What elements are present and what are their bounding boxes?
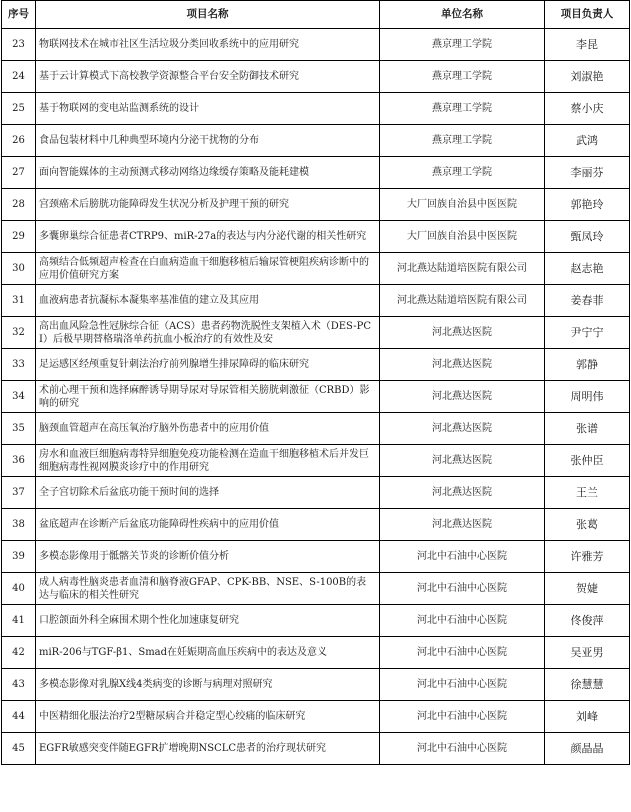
row-number: 27 xyxy=(2,157,36,189)
table-row xyxy=(2,93,630,125)
project-table xyxy=(1,0,630,765)
unit-name: 燕京理工学院 xyxy=(380,61,545,93)
project-name: 宫颈癌术后膀胱功能障碍发生状况分析及护理干预的研究 xyxy=(36,189,380,221)
row-number: 33 xyxy=(2,349,36,381)
project-lead: 甄凤玲 xyxy=(545,221,630,253)
row-number: 44 xyxy=(2,701,36,733)
row-number: 41 xyxy=(2,605,36,637)
project-lead: 李昆 xyxy=(545,29,630,61)
unit-name: 河北中石油中心医院 xyxy=(380,637,545,669)
unit-name: 河北中石油中心医院 xyxy=(380,541,545,573)
project-name: EGFR敏感突变伴随EGFR扩增晚期NSCLC患者的治疗现状研究 xyxy=(36,733,380,765)
row-number: 32 xyxy=(2,317,36,349)
unit-name: 河北燕达医院 xyxy=(380,445,545,477)
unit-name: 燕京理工学院 xyxy=(380,93,545,125)
project-lead: 佟俊萍 xyxy=(545,605,630,637)
project-name: 中医精细化服法治疗2型糖尿病合并稳定型心绞痛的临床研究 xyxy=(36,701,380,733)
project-name: 高频结合低频超声检查在白血病造血干细胞移植后输尿管梗阻疾病诊断中的应用价值研究方案 xyxy=(36,253,380,285)
project-lead: 姜春菲 xyxy=(545,285,630,317)
unit-name: 河北中石油中心医院 xyxy=(380,669,545,701)
header-project-name: 项目名称 xyxy=(36,1,380,29)
project-name: 食品包装材料中几种典型环境内分泌干扰物的分布 xyxy=(36,125,380,157)
row-number: 38 xyxy=(2,509,36,541)
unit-name: 河北中石油中心医院 xyxy=(380,701,545,733)
row-number: 25 xyxy=(2,93,36,125)
table-row xyxy=(2,605,630,637)
project-name: miR-206与TGF-β1、Smad在妊娠期高血压疾病中的表达及意义 xyxy=(36,637,380,669)
row-number: 31 xyxy=(2,285,36,317)
unit-name: 河北燕达医院 xyxy=(380,413,545,445)
project-lead: 武鸿 xyxy=(545,125,630,157)
project-lead: 颜晶晶 xyxy=(545,733,630,765)
project-name: 多囊卵巢综合征患者CTRP9、miR-27a的表达与内分泌代谢的相关性研究 xyxy=(36,221,380,253)
project-lead: 刘淑艳 xyxy=(545,61,630,93)
project-name: 盆底超声在诊断产后盆底功能障碍性疾病中的应用价值 xyxy=(36,509,380,541)
row-number: 43 xyxy=(2,669,36,701)
row-number: 35 xyxy=(2,413,36,445)
table-row xyxy=(2,125,630,157)
table-row xyxy=(2,733,630,765)
project-lead: 周明伟 xyxy=(545,381,630,413)
row-number: 26 xyxy=(2,125,36,157)
project-lead: 尹宁宁 xyxy=(545,317,630,349)
header-project-lead: 项目负责人 xyxy=(545,1,630,29)
project-name: 血液病患者抗凝标本凝集率基准值的建立及其应用 xyxy=(36,285,380,317)
table-row xyxy=(2,381,630,413)
table-row xyxy=(2,445,630,477)
table-row xyxy=(2,669,630,701)
table-row xyxy=(2,157,630,189)
project-lead: 张谱 xyxy=(545,413,630,445)
table-row xyxy=(2,253,630,285)
unit-name: 河北燕达陆道培医院有限公司 xyxy=(380,285,545,317)
unit-name: 河北中石油中心医院 xyxy=(380,605,545,637)
header-no: 序号 xyxy=(2,1,36,29)
row-number: 23 xyxy=(2,29,36,61)
row-number: 28 xyxy=(2,189,36,221)
project-name: 基于云计算模式下高校教学资源整合平台安全防御技术研究 xyxy=(36,61,380,93)
unit-name: 河北燕达医院 xyxy=(380,349,545,381)
row-number: 39 xyxy=(2,541,36,573)
project-lead: 张葛 xyxy=(545,509,630,541)
table-row xyxy=(2,29,630,61)
project-lead: 贺婕 xyxy=(545,573,630,605)
row-number: 42 xyxy=(2,637,36,669)
project-name: 术前心理干预和选择麻醉诱导期导尿对导尿管相关膀胱刺激征（CRBD）影响的研究 xyxy=(36,381,380,413)
project-lead: 刘峰 xyxy=(545,701,630,733)
project-name: 基于物联网的变电站监测系统的设计 xyxy=(36,93,380,125)
table-row xyxy=(2,317,630,349)
project-name: 面向智能媒体的主动预测式移动网络边缘缓存策略及能耗建模 xyxy=(36,157,380,189)
project-name: 脑颈血管超声在高压氧治疗脑外伤患者中的应用价值 xyxy=(36,413,380,445)
project-lead: 郭艳玲 xyxy=(545,189,630,221)
project-name: 房水和血液巨细胞病毒特异细胞免疫功能检测在造血干细胞移植术后并发巨细胞病毒性视网膜炎诊疗中的作用研究 xyxy=(36,445,380,477)
table-row xyxy=(2,509,630,541)
unit-name: 河北燕达医院 xyxy=(380,381,545,413)
project-name: 全子宫切除术后盆底功能干预时间的选择 xyxy=(36,477,380,509)
row-number: 45 xyxy=(2,733,36,765)
unit-name: 大厂回族自治县中医医院 xyxy=(380,221,545,253)
row-number: 37 xyxy=(2,477,36,509)
project-lead: 蔡小庆 xyxy=(545,93,630,125)
header-row xyxy=(2,1,630,29)
unit-name: 燕京理工学院 xyxy=(380,125,545,157)
project-name: 多模态影像用于骶髂关节炎的诊断价值分析 xyxy=(36,541,380,573)
unit-name: 河北燕达医院 xyxy=(380,317,545,349)
project-name: 口腔颌面外科全麻围术期个性化加速康复研究 xyxy=(36,605,380,637)
row-number: 24 xyxy=(2,61,36,93)
project-name: 多模态影像对乳腺X线4类病变的诊断与病理对照研究 xyxy=(36,669,380,701)
project-name: 成人病毒性脑炎患者血清和脑脊液GFAP、CPK-BB、NSE、S-100B的表达与临床的相关性研究 xyxy=(36,573,380,605)
header-unit-name: 单位名称 xyxy=(380,1,545,29)
project-name: 物联网技术在城市社区生活垃圾分类回收系统中的应用研究 xyxy=(36,29,380,61)
project-lead: 徐慧慧 xyxy=(545,669,630,701)
project-lead: 吴亚男 xyxy=(545,637,630,669)
unit-name: 燕京理工学院 xyxy=(380,157,545,189)
table-row xyxy=(2,189,630,221)
project-lead: 张仲臣 xyxy=(545,445,630,477)
project-lead: 许雅芳 xyxy=(545,541,630,573)
project-lead: 郭静 xyxy=(545,349,630,381)
table-row xyxy=(2,637,630,669)
row-number: 34 xyxy=(2,381,36,413)
row-number: 36 xyxy=(2,445,36,477)
unit-name: 河北中石油中心医院 xyxy=(380,733,545,765)
unit-name: 河北燕达医院 xyxy=(380,509,545,541)
table-row xyxy=(2,541,630,573)
table-row xyxy=(2,477,630,509)
unit-name: 河北中石油中心医院 xyxy=(380,573,545,605)
project-name: 足运感区经颅重复针刺法治疗前列腺增生排尿障碍的临床研究 xyxy=(36,349,380,381)
project-lead: 王兰 xyxy=(545,477,630,509)
unit-name: 大厂回族自治县中医医院 xyxy=(380,189,545,221)
unit-name: 河北燕达陆道培医院有限公司 xyxy=(380,253,545,285)
table-row xyxy=(2,413,630,445)
table-row xyxy=(2,349,630,381)
row-number: 40 xyxy=(2,573,36,605)
project-lead: 赵志艳 xyxy=(545,253,630,285)
table-row xyxy=(2,573,630,605)
table-row xyxy=(2,61,630,93)
row-number: 29 xyxy=(2,221,36,253)
unit-name: 燕京理工学院 xyxy=(380,29,545,61)
project-lead: 李丽芬 xyxy=(545,157,630,189)
unit-name: 河北燕达医院 xyxy=(380,477,545,509)
row-number: 30 xyxy=(2,253,36,285)
project-name: 高出血风险急性冠脉综合征（ACS）患者药物洗脱性支架植入术（DES-PCI）后极早期替格瑞洛单药抗血小板治疗的有效性及安 xyxy=(36,317,380,349)
table-row xyxy=(2,285,630,317)
table-row xyxy=(2,221,630,253)
table-row xyxy=(2,701,630,733)
